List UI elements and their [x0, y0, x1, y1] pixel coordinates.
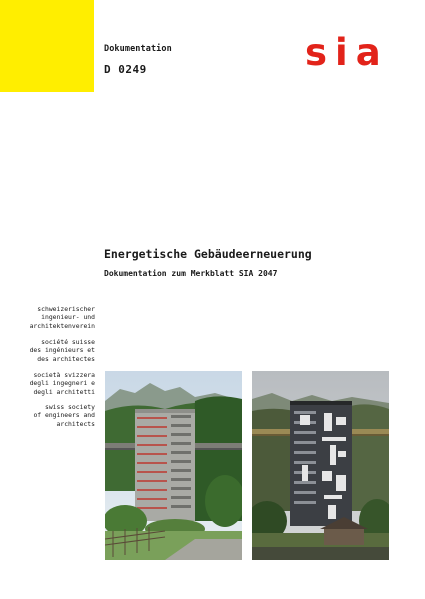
document-number: D 0249 — [104, 63, 147, 76]
building-photo-before — [105, 371, 242, 560]
yellow-color-block — [0, 0, 94, 92]
org-name-german: schweizerischer ingenieur- und architektenverein — [29, 305, 95, 330]
document-subtitle: Dokumentation zum Merkblatt SIA 2047 — [104, 269, 278, 278]
document-title: Energetische Gebäudeerneuerung — [104, 247, 312, 261]
building-photo-after — [252, 371, 389, 560]
org-name-english: swiss society of engineers and architects — [33, 403, 95, 428]
document-type-label: Dokumentation — [104, 44, 172, 54]
org-name-italian: società svizzera degli ingegneri e degli architetti — [29, 371, 95, 396]
org-name-french: société suisse des ingénieurs et des architectes — [29, 338, 95, 363]
sia-logo: sia — [305, 31, 389, 74]
